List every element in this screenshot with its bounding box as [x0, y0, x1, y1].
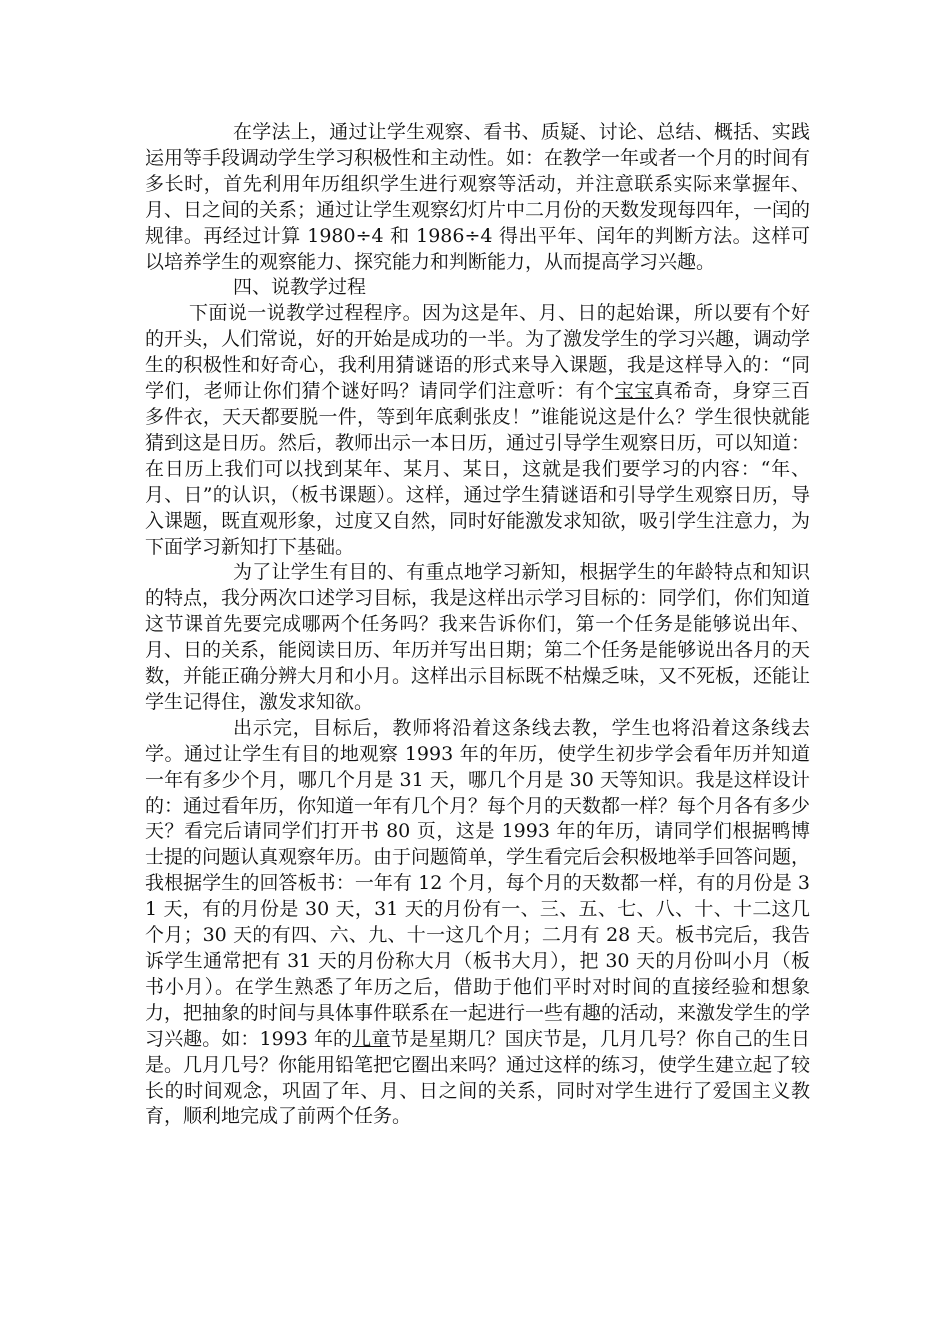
document-page — [145, 120, 810, 1130]
paragraph-introduction-text-b: 真希奇，身穿三百多件衣，天天都要脱一件，等到年底剩张皮！”谁能说这是什么？学生很快就能猜到这是日历。然后，教师出示一本日历，通过引导学生观察日历，可以知道：在日历上我们可以找到某年、某月、某日，这就是我们要学习的内容：“年、月、日”的认识，（板书课题）。这样，通过学生猜谜语和引导学生观察日历，导入课题，既直观形象，过度又自然，同时好能激发求知欲，吸引学生注意力，为下面学习新知打下基础。 — [145, 380, 811, 558]
paragraph-calendar-activity-text-a: 出示完，目标后，教师将沿着这条线去教，学生也将沿着这条线去学。通过让学生有目的地观察 1993 年的年历，使学生初步学会看年历并知道一年有多少个月，哪几个月是 31 天，哪几个月是 30 天等知识。我是这样设计的：通过看年历，你知道一年有几个月？每个月的天数都一样？每个月各有多少天？看完后请同学们打开书 80 页，这是 1993 年的年历，请同学们根据鸭博士提的问题认真观察年历。由于问题简单，学生看完后会积极地举手回答问题，我根据学生的回答板书：一年有 12 个月，每个月的天数都一样，有的月份是 31 天，有的月份是 30 天，31 天的月份有一、三、五、七、八、十、十二这几个月；30 天的有四、六、九、十一这几个月；二月有 28 天。板书完后，我告诉学生通常把有 31 天的月份称大月（板书大月），把 30 天的月份叫小月（板书小月）。在学生熟悉了年历之后，借助于他们平时对时间的直接经验和想象力，把抽象的时间与具体事件联系在一起进行一些有趣的活动，来激发学生的学习兴趣。如：1993 年的 — [145, 716, 811, 1050]
paragraph-learning-goals: 为了让学生有目的、有重点地学习新知，根据学生的年龄特点和知识的特点，我分两次口述学习目标，我是这样出示学习目标的：同学们，你们知道这节课首先要完成哪两个任务吗？我来告诉你们，第一个任务是能够说出年、月、日的关系，能阅读日历、年历并写出日期；第二个任务是能够说出各月的天数，并能正确分辨大月和小月。这样出示目标既不枯燥乏味，又不死板，还能让学生记得住，激发求知欲。 — [145, 561, 811, 713]
hyperlink-baobao[interactable]: 宝宝 — [614, 380, 654, 403]
paragraph-introduction — [145, 301, 810, 560]
paragraph-calendar-activity — [145, 716, 810, 1131]
paragraph-introduction-text-a: 下面说一说教学过程程序。因为这是年、月、日的起始课，所以要有个好的开头，人们常说，好的开始是成功的一半。为了激发学生的学习兴趣，调动学生的积极性和好奇心，我利用猜谜语的形式来导入课题，我是这样导入的：“同学们，老师让你们猜个谜好吗？请同学们注意听：有个 — [145, 302, 811, 403]
section-heading-teaching-process: 四、说教学过程 — [233, 276, 367, 299]
paragraph-study-methods: 在学法上，通过让学生观察、看书、质疑、讨论、总结、概括、实践运用等手段调动学生学习积极性和主动性。如：在教学一年或者一个月的时间有多长时，首先利用年历组织学生进行观察等活动，并注意联系实际来掌握年、月、日之间的关系；通过让学生观察幻灯片中二月份的天数发现每四年，一闰的规律。再经过计算 1980÷4 和 1986÷4 得出平年、闰年的判断方法。这样可以培养学生的观察能力、探究能力和判断能力，从而提高学习兴趣。 — [145, 121, 811, 273]
paragraph-calendar-activity-text-b: 节是星期几？国庆节是，几月几号？你自己的生日是。几月几号？你能用铅笔把它圈出来吗？通过这样的练习，使学生建立起了较长的时间观念，巩固了年、月、日之间的关系，同时对学生进行了爱国主义教育，顺利地完成了前两个任务。 — [145, 1027, 811, 1128]
hyperlink-ertong[interactable]: 儿童 — [352, 1027, 391, 1050]
